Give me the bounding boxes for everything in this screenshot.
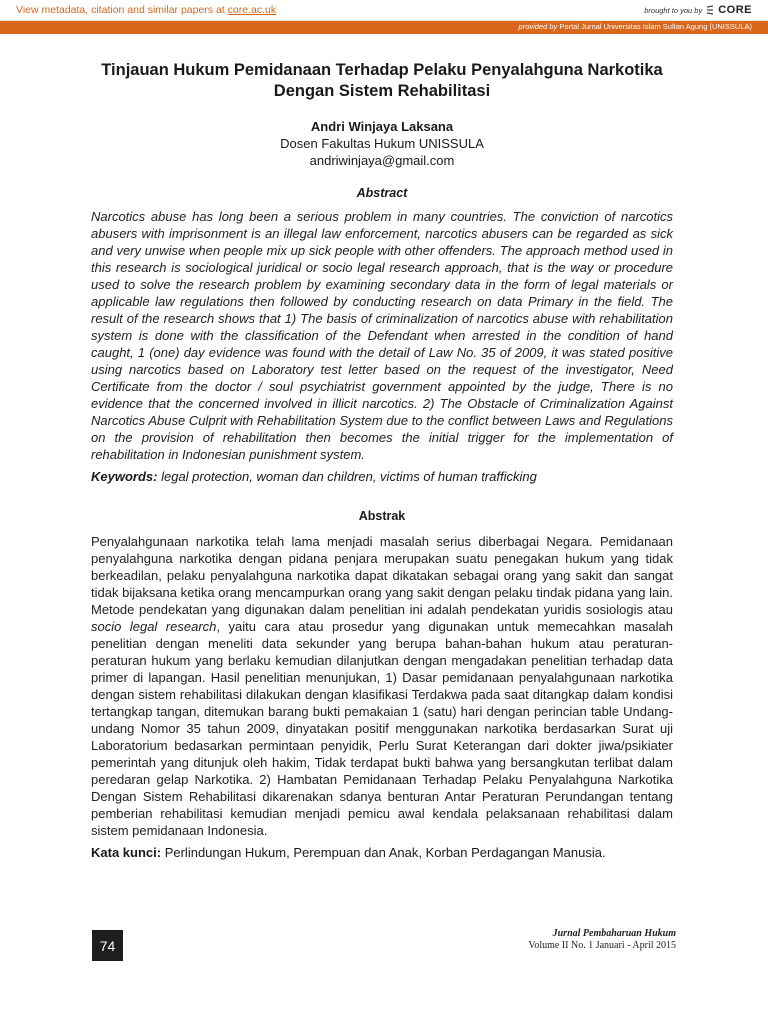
core-banner [0, 0, 768, 21]
author-affiliation: Dosen Fakultas Hukum UNISSULA [280, 136, 484, 151]
keywords-value: legal protection, woman dan children, victims of human trafficking [161, 469, 537, 484]
page-number: 74 [92, 930, 123, 961]
core-link-prefix: View metadata, citation and similar papers at [16, 4, 228, 16]
provided-source: Portal Jurnal Universitas Islam Sultan Agung (UNISSULA) [559, 22, 752, 31]
author-name: Andri Winjaya Laksana [310, 119, 454, 134]
brought-by-text: brought to you by [644, 5, 703, 15]
journal-name: Jurnal Pembaharuan Hukum [552, 928, 676, 939]
kata-kunci-value: Perlindungan Hukum, Perempuan dan Anak, Korban Perdagangan Manusia. [164, 845, 606, 860]
author-email: andriwinjaya@gmail.com [309, 153, 455, 168]
abstract-heading: Abstract [356, 186, 408, 200]
abstrak-text-italic: socio legal research [91, 619, 217, 634]
abstrak-text [91, 533, 673, 839]
keywords-label: Keywords: [91, 469, 158, 484]
core-metadata-link[interactable] [16, 4, 276, 16]
abstrak-text-part1: Penyalahgunaan narkotika telah lama menjadi masalah serius diberbagai Negara. Pemidanaan penyalahguna narkotika dengan pidana penjara merupakan suatu penegakan hukum yang tidak berkeadilan, pelaku penyalahguna narkotika dapat dikatakan sebagai orang yang sakit dan sangat tidak bijaksana ketika orang mencampurkan orang yang sakit dengan pelaku tindak pidana yang lain. Metode pendekatan yang digunakan dalam penelitian ini adalah pendekatan yuridis sosiologis atau [91, 534, 673, 617]
abstrak-heading: Abstrak [358, 509, 406, 523]
core-logo: CORE [718, 4, 752, 16]
article-body [91, 60, 673, 861]
article-title: Tinjauan Hukum Pemidanaan Terhadap Pelaku Penyalahguna Narkotika Dengan Sistem Rehabilitasi [101, 61, 663, 100]
abstrak-text-part2: , yaitu cara atau prosedur yang digunakan untuk memecahkan masalah penelitian dengan meneliti data sekunder yang berupa bahan-bahan hukum atau peraturan-peraturan hukum yang berlaku kemudian dilanjutkan dengan mengadakan penelitian terhadap data primer di lapangan. Hasil penelitian menunjukan, 1) Dasar pemidanaan penyalahgunaan narkotika dengan sistem rehabilitasi dilakukan dengan klasifikasi Terdakwa pada saat ditangkap dalam kondisi tertangkap tangan, ditemukan barang bukti pemakaian 1 (satu) hari dengan perincian table Undang-undang Nomor 35 tahun 2009, dinyatakan positif menggunakan narkotika berdasarkan Surat uji Laboratorium bedasarkan permintaan penyidik, Perlu Surat Keterangan dari dokter jiwa/psikiater pemerintah yang ditunjuk oleh hakim, Tidak terdapat bukti bahwa yang bersangkutan terlibat dalam peredaran gelap Narkotika. 2) Hambatan Pemidanaan Terhadap Pelaku Penyalahguna Narkotika Dengan Sistem Rehabilitasi dikarenakan sdanya benturan Antar Peraturan Perundangan tentang pemberian rehabilitasi kemudian menjadi pemicu awal kendala pelaksanaan rehabilitasi dalam sistem pemidanaan Indonesia. [91, 619, 673, 838]
abstract-text: Narcotics abuse has long been a serious problem in many countries. The conviction of narcotics abusers with imprisonment is an illegal law enforcement, narcotics abusers can be regarded as sick and very unwise when people mix up sick people with other offenders. The approach method used in this research is sociological juridical or socio legal research approach, that is the way or procedure used to solve the research problem by examining secondary data in the form of legal materials or applicable law regulations then followed by conducting research on data Primary in the field. The result of the research shows that 1) The basis of criminalization of narcotics abuse with rehabilitation system is done with the classification of the Defendant when arrested in the condition of hand caught, 1 (one) day evidence was found with the detail of Law No. 35 of 2009, it was stated positive using narcotics based on Laboratory test letter based on the request of the investigator, Need Certificate from the doctor / soul psychiatrist government appointed by the judge, There is no evidence that the concerned involved in illicit narcotics. 2) The Obstacle of Criminalization Against Narcotics Abuse Culprit with Rehabilitation System due to the conflict between Laws and Regulations on the provision of rehabilitation then becomes the initial trigger for the implementation of rehabilitation in Indonesian punishment system. [91, 209, 673, 462]
keywords [91, 468, 673, 485]
kata-kunci [91, 844, 673, 861]
core-brand[interactable] [644, 4, 752, 16]
kata-kunci-label: Kata kunci: [91, 845, 162, 860]
journal-volume: Volume II No. 1 Januari - April 2015 [528, 940, 676, 951]
journal-footer [528, 928, 676, 952]
core-logo-icon [706, 5, 714, 15]
provided-by-text [519, 22, 752, 31]
core-link-url[interactable]: core.ac.uk [227, 4, 277, 16]
provided-label: provided by [518, 22, 558, 31]
